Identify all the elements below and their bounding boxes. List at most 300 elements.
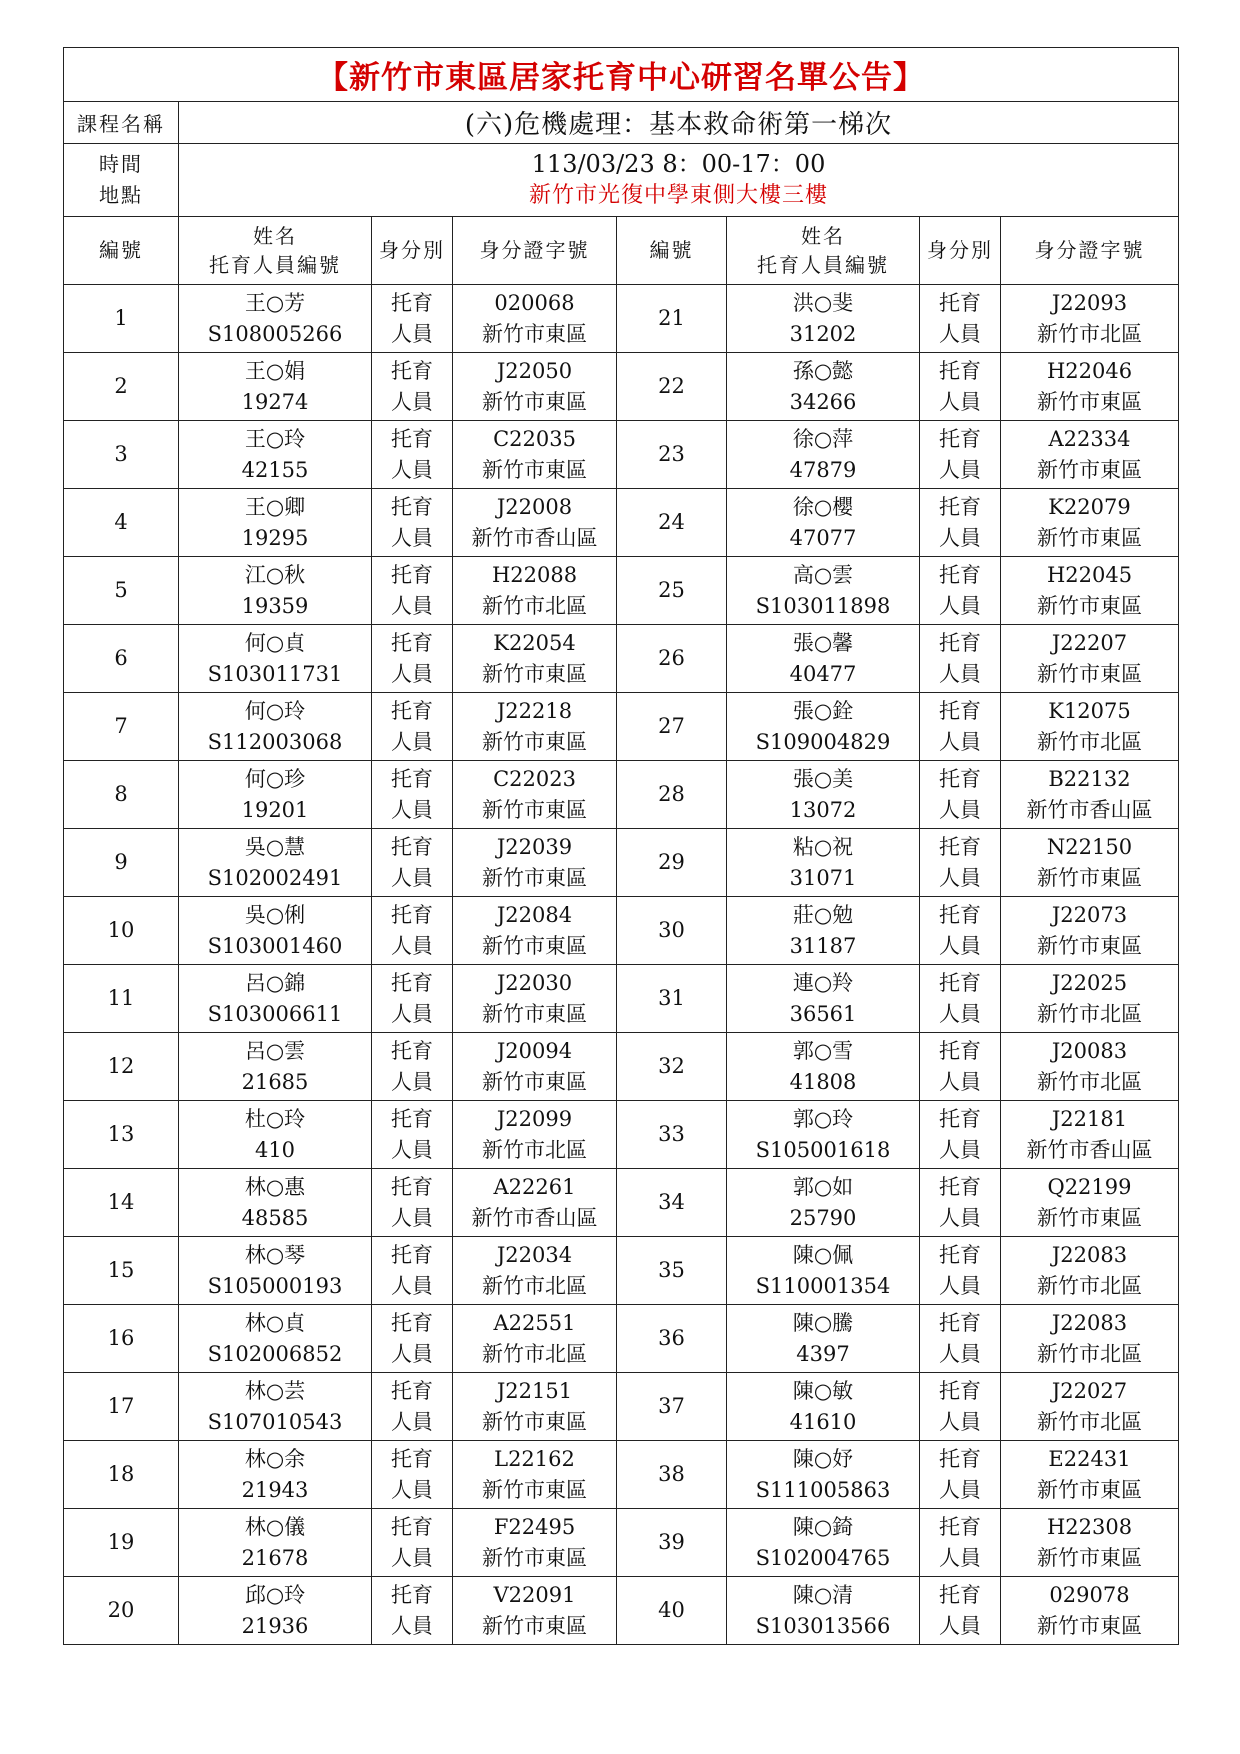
- entry-name-cell: [727, 625, 920, 693]
- entry-identity-line2: 人員: [391, 797, 433, 822]
- entry-number: 37: [617, 1373, 727, 1441]
- entry-cert-area: 新竹市東區: [482, 1545, 587, 1570]
- entry-cert-cell: [1001, 1169, 1179, 1237]
- entry-cert-number: J22093: [1051, 290, 1128, 315]
- entry-name: 莊○勉: [792, 902, 854, 927]
- entry-identity-line1: 托育: [939, 426, 981, 451]
- entry-name-cell: [179, 1441, 372, 1509]
- entry-name: 王○娟: [244, 358, 306, 383]
- entry-cert-area: 新竹市北區: [482, 1273, 587, 1298]
- entry-cert-cell: [1001, 897, 1179, 965]
- entry-cert-cell: [453, 1033, 617, 1101]
- entry-name-cell: [727, 557, 920, 625]
- entry-name-cell: [727, 1169, 920, 1237]
- entry-name: 王○玲: [244, 426, 306, 451]
- entry-cert-number: K22054: [493, 630, 576, 655]
- entry-cert-number: A22261: [493, 1174, 576, 1199]
- entry-number: 7: [64, 693, 179, 761]
- entry-identity-cell: [920, 421, 1001, 489]
- entry-name: 何○貞: [244, 630, 306, 655]
- entry-identity-line1: 托育: [391, 1242, 433, 1267]
- entry-cert-cell: [453, 489, 617, 557]
- entry-identity-line1: 托育: [391, 1038, 433, 1063]
- time-place-label: [64, 144, 179, 217]
- entry-identity-cell: [920, 965, 1001, 1033]
- entry-identity-cell: [372, 1577, 453, 1645]
- entry-identity-line1: 托育: [391, 834, 433, 859]
- entry-identity-line2: 人員: [939, 389, 981, 414]
- entry-identity-line1: 托育: [391, 1378, 433, 1403]
- entry-cert-number: J22039: [496, 834, 573, 859]
- entry-cert-cell: [1001, 285, 1179, 353]
- table-row: [64, 693, 1179, 761]
- entry-number: 18: [64, 1441, 179, 1509]
- entry-cert-cell: [1001, 353, 1179, 421]
- entry-number: 34: [617, 1169, 727, 1237]
- entry-cert-cell: [453, 1577, 617, 1645]
- table-row: [64, 897, 1179, 965]
- table-row: [64, 285, 1179, 353]
- entry-cert-area: 新竹市東區: [1037, 525, 1142, 550]
- entry-name-cell: [179, 1305, 372, 1373]
- entry-cert-number: A22334: [1048, 426, 1131, 451]
- entry-identity-cell: [920, 285, 1001, 353]
- entry-cert-area: 新竹市北區: [1037, 729, 1142, 754]
- entry-identity-cell: [920, 1577, 1001, 1645]
- table-row: [64, 1033, 1179, 1101]
- entry-cert-cell: [1001, 1441, 1179, 1509]
- entry-identity-line1: 托育: [939, 698, 981, 723]
- entry-cert-area: 新竹市東區: [482, 1613, 587, 1638]
- entry-name-cell: [179, 1237, 372, 1305]
- entry-name-cell: [727, 353, 920, 421]
- entry-cert-area: 新竹市東區: [1037, 457, 1142, 482]
- table-row: [64, 761, 1179, 829]
- entry-name: 郭○雪: [792, 1038, 854, 1063]
- entry-name: 吳○俐: [244, 902, 306, 927]
- entry-cert-cell: [1001, 1101, 1179, 1169]
- entry-cert-area: 新竹市北區: [1037, 1409, 1142, 1434]
- entry-caregiver-code: 36561: [789, 1001, 857, 1026]
- entry-name-cell: [727, 761, 920, 829]
- entry-name-cell: [727, 1305, 920, 1373]
- table-row: [64, 625, 1179, 693]
- entry-cert-area: 新竹市東區: [482, 389, 587, 414]
- table-row: [64, 1577, 1179, 1645]
- entry-name: 杜○玲: [244, 1106, 306, 1131]
- entry-cert-number: J22083: [1051, 1310, 1128, 1335]
- entry-identity-cell: [920, 1033, 1001, 1101]
- entry-cert-area: 新竹市東區: [482, 865, 587, 890]
- entry-name-cell: [179, 1577, 372, 1645]
- entry-caregiver-code: S107010543: [207, 1409, 343, 1434]
- entry-cert-cell: [453, 1237, 617, 1305]
- entry-cert-area: 新竹市北區: [482, 1137, 587, 1162]
- entry-name-cell: [179, 693, 372, 761]
- entry-cert-number: C22023: [493, 766, 576, 791]
- entry-name: 林○琴: [244, 1242, 306, 1267]
- entry-name-cell: [179, 1169, 372, 1237]
- entry-cert-area: 新竹市北區: [482, 1341, 587, 1366]
- entry-identity-cell: [372, 965, 453, 1033]
- entry-identity-line2: 人員: [939, 1613, 981, 1638]
- entry-cert-number: C22035: [493, 426, 576, 451]
- entry-cert-number: J22181: [1051, 1106, 1128, 1131]
- entry-identity-line2: 人員: [391, 1613, 433, 1638]
- entry-cert-number: J22030: [496, 970, 573, 995]
- entry-name: 林○儀: [244, 1514, 306, 1539]
- entry-identity-line1: 托育: [939, 562, 981, 587]
- entry-caregiver-code: 21678: [241, 1545, 309, 1570]
- entry-caregiver-code: 40477: [789, 661, 857, 686]
- entry-identity-line1: 托育: [939, 1378, 981, 1403]
- entry-cert-cell: [453, 1441, 617, 1509]
- entry-identity-line1: 托育: [391, 494, 433, 519]
- entry-identity-line1: 托育: [391, 902, 433, 927]
- header-identity: 身分別: [372, 217, 453, 285]
- entry-name: 陳○清: [792, 1582, 854, 1607]
- entry-name-cell: [727, 1237, 920, 1305]
- entry-name-cell: [727, 489, 920, 557]
- entry-name-cell: [179, 829, 372, 897]
- entry-number: 25: [617, 557, 727, 625]
- entry-cert-number: J22027: [1051, 1378, 1128, 1403]
- entry-identity-line2: 人員: [391, 1273, 433, 1298]
- place-label: 地點: [99, 183, 143, 207]
- entry-caregiver-code: S103013566: [755, 1613, 891, 1638]
- entry-identity-cell: [372, 1509, 453, 1577]
- entry-number: 27: [617, 693, 727, 761]
- entry-identity-line2: 人員: [391, 389, 433, 414]
- entry-identity-line2: 人員: [939, 457, 981, 482]
- entry-cert-number: B22132: [1048, 766, 1131, 791]
- entry-number: 22: [617, 353, 727, 421]
- entry-cert-number: H22308: [1046, 1514, 1133, 1539]
- entry-cert-number: N22150: [1046, 834, 1133, 859]
- entry-identity-line2: 人員: [939, 1069, 981, 1094]
- entry-identity-cell: [372, 353, 453, 421]
- entry-cert-number: J22207: [1051, 630, 1128, 655]
- entry-name-cell: [179, 489, 372, 557]
- entry-cert-cell: [1001, 1373, 1179, 1441]
- entry-identity-cell: [372, 693, 453, 761]
- entry-cert-area: 新竹市東區: [1037, 933, 1142, 958]
- course-label: 課程名稱: [64, 102, 179, 144]
- entry-identity-line2: 人員: [391, 1205, 433, 1230]
- table-row: [64, 1237, 1179, 1305]
- entry-caregiver-code: 21943: [241, 1477, 309, 1502]
- entry-name: 洪○斐: [792, 290, 854, 315]
- entry-number: 10: [64, 897, 179, 965]
- entry-identity-line2: 人員: [391, 1477, 433, 1502]
- entry-cert-number: J22050: [496, 358, 573, 383]
- entry-cert-cell: [1001, 1237, 1179, 1305]
- entry-identity-cell: [372, 761, 453, 829]
- entry-identity-line1: 托育: [391, 290, 433, 315]
- entry-number: 19: [64, 1509, 179, 1577]
- entry-cert-cell: [453, 353, 617, 421]
- entry-identity-line2: 人員: [391, 525, 433, 550]
- entry-cert-cell: [453, 829, 617, 897]
- entry-cert-cell: [453, 761, 617, 829]
- entry-identity-line1: 托育: [391, 1514, 433, 1539]
- entry-cert-cell: [453, 285, 617, 353]
- entry-identity-line2: 人員: [391, 457, 433, 482]
- entry-name: 王○芳: [244, 290, 306, 315]
- entry-cert-cell: [1001, 625, 1179, 693]
- table-row: [64, 1441, 1179, 1509]
- entry-identity-line1: 托育: [391, 1582, 433, 1607]
- entry-number: 8: [64, 761, 179, 829]
- time-place-value: [179, 144, 1179, 217]
- entry-cert-area: 新竹市北區: [482, 593, 587, 618]
- entry-cert-number: F22495: [493, 1514, 576, 1539]
- entry-cert-number: Q22199: [1047, 1174, 1132, 1199]
- entry-identity-cell: [372, 1373, 453, 1441]
- entry-identity-line1: 托育: [391, 766, 433, 791]
- entry-name: 連○羚: [792, 970, 854, 995]
- entry-cert-area: 新竹市東區: [482, 729, 587, 754]
- entry-cert-number: J22083: [1051, 1242, 1128, 1267]
- session-place: 新竹市光復中學東側大樓三樓: [528, 183, 828, 208]
- entry-identity-line2: 人員: [939, 933, 981, 958]
- entry-cert-area: 新竹市香山區: [471, 1205, 598, 1230]
- entry-identity-line2: 人員: [391, 1341, 433, 1366]
- entry-cert-cell: [1001, 489, 1179, 557]
- entry-cert-area: 新竹市東區: [1037, 1613, 1142, 1638]
- entry-identity-line1: 托育: [939, 1582, 981, 1607]
- entry-identity-line1: 托育: [939, 358, 981, 383]
- entry-identity-line2: 人員: [939, 865, 981, 890]
- column-header-row: [64, 217, 1179, 285]
- entry-cert-cell: [1001, 1033, 1179, 1101]
- entry-cert-number: E22431: [1048, 1446, 1131, 1471]
- entry-identity-cell: [372, 285, 453, 353]
- entry-caregiver-code: S108005266: [207, 321, 343, 346]
- entry-identity-line2: 人員: [391, 933, 433, 958]
- entry-caregiver-code: S112003068: [207, 729, 343, 754]
- entry-caregiver-code: S103006611: [207, 1001, 343, 1026]
- entry-name: 陳○敏: [792, 1378, 854, 1403]
- entry-identity-line2: 人員: [939, 1001, 981, 1026]
- entry-caregiver-code: 47879: [789, 457, 857, 482]
- entry-name: 呂○錦: [244, 970, 306, 995]
- entry-cert-number: H22088: [491, 562, 578, 587]
- entry-caregiver-code: 4397: [796, 1341, 850, 1366]
- entry-cert-cell: [1001, 761, 1179, 829]
- entry-identity-cell: [372, 1033, 453, 1101]
- entry-identity-line2: 人員: [939, 729, 981, 754]
- entry-name: 陳○騰: [792, 1310, 854, 1335]
- entry-cert-cell: [453, 1101, 617, 1169]
- entry-identity-cell: [920, 1169, 1001, 1237]
- entry-identity-line2: 人員: [939, 797, 981, 822]
- entry-cert-number: J22073: [1051, 902, 1128, 927]
- entry-number: 32: [617, 1033, 727, 1101]
- entry-identity-line1: 托育: [939, 630, 981, 655]
- entry-number: 24: [617, 489, 727, 557]
- entry-identity-line2: 人員: [391, 1001, 433, 1026]
- entry-name-cell: [179, 897, 372, 965]
- entry-cert-cell: [453, 1169, 617, 1237]
- entry-name-cell: [727, 1509, 920, 1577]
- entry-identity-line1: 托育: [939, 1242, 981, 1267]
- entry-name: 王○卿: [244, 494, 306, 519]
- entry-caregiver-code: 21685: [241, 1069, 309, 1094]
- entry-cert-area: 新竹市北區: [1037, 1341, 1142, 1366]
- entry-cert-cell: [453, 965, 617, 1033]
- table-row: [64, 965, 1179, 1033]
- entry-caregiver-code: 31187: [789, 933, 857, 958]
- table-row: [64, 557, 1179, 625]
- table-row: [64, 1509, 1179, 1577]
- entry-cert-cell: [1001, 557, 1179, 625]
- entry-number: 40: [617, 1577, 727, 1645]
- entry-caregiver-code: S105000193: [207, 1273, 343, 1298]
- entry-cert-area: 新竹市東區: [482, 321, 587, 346]
- entry-name-cell: [179, 1033, 372, 1101]
- entry-caregiver-code: S111005863: [755, 1477, 891, 1502]
- entry-name: 江○秋: [244, 562, 306, 587]
- entry-caregiver-code: 31202: [789, 321, 857, 346]
- page-title: 【新竹市東區居家托育中心研習名單公告】: [64, 48, 1179, 102]
- entry-name-cell: [179, 1373, 372, 1441]
- entry-identity-cell: [372, 625, 453, 693]
- entry-name-cell: [179, 625, 372, 693]
- entry-cert-number: 020068: [494, 290, 575, 315]
- entry-number: 28: [617, 761, 727, 829]
- entry-caregiver-code: S103001460: [207, 933, 343, 958]
- entry-number: 4: [64, 489, 179, 557]
- entry-name-cell: [179, 353, 372, 421]
- entry-number: 36: [617, 1305, 727, 1373]
- entry-caregiver-code: 21936: [241, 1613, 309, 1638]
- entry-cert-number: J22034: [496, 1242, 573, 1267]
- course-value: (六)危機處理：基本救命術第一梯次: [179, 102, 1179, 144]
- entry-identity-line2: 人員: [939, 321, 981, 346]
- entry-cert-cell: [453, 421, 617, 489]
- header-cert: 身分證字號: [1001, 217, 1179, 285]
- entry-identity-line1: 托育: [391, 698, 433, 723]
- entry-identity-line2: 人員: [391, 321, 433, 346]
- entry-number: 13: [64, 1101, 179, 1169]
- entry-cert-number: J20083: [1051, 1038, 1128, 1063]
- entry-number: 1: [64, 285, 179, 353]
- entry-identity-cell: [920, 353, 1001, 421]
- entry-cert-area: 新竹市東區: [1037, 661, 1142, 686]
- entry-name: 林○貞: [244, 1310, 306, 1335]
- entry-identity-cell: [372, 1305, 453, 1373]
- entry-name-cell: [727, 1441, 920, 1509]
- entry-identity-line1: 托育: [939, 1446, 981, 1471]
- entry-number: 16: [64, 1305, 179, 1373]
- entry-caregiver-code: 25790: [789, 1205, 857, 1230]
- entry-caregiver-code: 13072: [789, 797, 857, 822]
- entry-caregiver-code: S103011731: [207, 661, 343, 686]
- entry-cert-number: H22045: [1046, 562, 1133, 587]
- entry-caregiver-code: S102004765: [755, 1545, 891, 1570]
- entry-caregiver-code: S102002491: [207, 865, 343, 890]
- entry-cert-cell: [1001, 1305, 1179, 1373]
- entry-cert-cell: [453, 1509, 617, 1577]
- entry-cert-cell: [453, 897, 617, 965]
- entry-name: 何○玲: [244, 698, 306, 723]
- entry-cert-cell: [1001, 421, 1179, 489]
- entry-cert-area: 新竹市東區: [1037, 1205, 1142, 1230]
- entry-identity-line2: 人員: [939, 661, 981, 686]
- entry-name: 張○銓: [792, 698, 854, 723]
- entry-cert-cell: [1001, 1577, 1179, 1645]
- entry-identity-line1: 托育: [391, 426, 433, 451]
- header-name-line2: 托育人員編號: [209, 252, 341, 277]
- entry-identity-line2: 人員: [939, 1137, 981, 1162]
- entry-cert-area: 新竹市東區: [482, 1477, 587, 1502]
- entry-identity-line1: 托育: [939, 1174, 981, 1199]
- entry-caregiver-code: 48585: [241, 1205, 309, 1230]
- entry-cert-area: 新竹市東區: [482, 661, 587, 686]
- entry-number: 23: [617, 421, 727, 489]
- entry-cert-cell: [453, 557, 617, 625]
- entry-name-cell: [179, 965, 372, 1033]
- entry-name-cell: [179, 421, 372, 489]
- entry-cert-number: K12075: [1048, 698, 1131, 723]
- table-row: [64, 1305, 1179, 1373]
- entry-name: 郭○玲: [792, 1106, 854, 1131]
- entry-identity-line1: 托育: [391, 1174, 433, 1199]
- entry-identity-cell: [372, 1169, 453, 1237]
- entry-identity-line1: 托育: [939, 834, 981, 859]
- entry-identity-cell: [920, 897, 1001, 965]
- entry-caregiver-code: 41610: [789, 1409, 857, 1434]
- table-row: [64, 489, 1179, 557]
- entry-number: 12: [64, 1033, 179, 1101]
- entry-identity-line2: 人員: [939, 1205, 981, 1230]
- entry-cert-number: J22084: [496, 902, 573, 927]
- entry-cert-number: H22046: [1046, 358, 1133, 383]
- entry-cert-number: J20094: [496, 1038, 573, 1063]
- entry-identity-cell: [372, 1101, 453, 1169]
- entry-identity-line1: 托育: [939, 290, 981, 315]
- entry-name-cell: [179, 761, 372, 829]
- entry-number: 30: [617, 897, 727, 965]
- header-cert: 身分證字號: [453, 217, 617, 285]
- entry-cert-number: V22091: [493, 1582, 576, 1607]
- entry-cert-area: 新竹市香山區: [471, 525, 598, 550]
- entry-identity-line2: 人員: [939, 1477, 981, 1502]
- entry-cert-area: 新竹市北區: [1037, 1001, 1142, 1026]
- entry-identity-line1: 托育: [391, 630, 433, 655]
- entry-identity-cell: [920, 489, 1001, 557]
- entry-name-cell: [727, 1101, 920, 1169]
- entry-name-cell: [179, 557, 372, 625]
- entry-name-cell: [727, 285, 920, 353]
- entry-name-cell: [179, 1509, 372, 1577]
- entry-cert-area: 新竹市東區: [482, 933, 587, 958]
- entry-cert-number: J22151: [496, 1378, 573, 1403]
- entry-name: 粘○祝: [792, 834, 854, 859]
- entry-caregiver-code: 41808: [789, 1069, 857, 1094]
- header-name: [727, 217, 920, 285]
- entry-name: 張○馨: [792, 630, 854, 655]
- entry-name: 陳○錡: [792, 1514, 854, 1539]
- entry-identity-line1: 托育: [939, 494, 981, 519]
- entry-number: 11: [64, 965, 179, 1033]
- entry-name-cell: [727, 1033, 920, 1101]
- entry-caregiver-code: S103011898: [755, 593, 891, 618]
- entry-number: 14: [64, 1169, 179, 1237]
- entry-name-cell: [727, 965, 920, 1033]
- entry-cert-area: 新竹市東區: [482, 1069, 587, 1094]
